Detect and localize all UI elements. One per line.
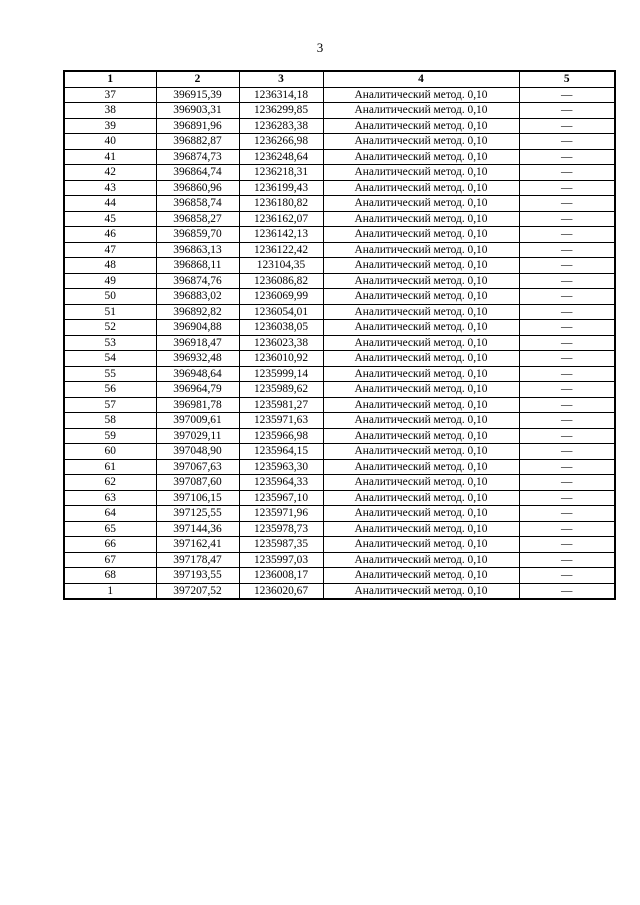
- x-coordinate-cell: 396903,31: [156, 103, 239, 119]
- y-coordinate-cell: 1236010,92: [239, 351, 323, 367]
- y-coordinate-cell: 1236122,42: [239, 242, 323, 258]
- table-row: [64, 335, 615, 351]
- point-number-cell: 44: [64, 196, 156, 212]
- table-row: [64, 103, 615, 119]
- note-cell: —: [519, 537, 615, 553]
- note-cell: —: [519, 304, 615, 320]
- note-cell: —: [519, 180, 615, 196]
- method-cell: Аналитический метод. 0,10: [323, 258, 519, 274]
- point-number-cell: 42: [64, 165, 156, 181]
- point-number-cell: 57: [64, 397, 156, 413]
- point-number-cell: 66: [64, 537, 156, 553]
- y-coordinate-cell: 1236299,85: [239, 103, 323, 119]
- method-cell: Аналитический метод. 0,10: [323, 289, 519, 305]
- y-coordinate-cell: 1236008,17: [239, 568, 323, 584]
- note-cell: —: [519, 583, 615, 599]
- table-row: [64, 351, 615, 367]
- method-cell: Аналитический метод. 0,10: [323, 211, 519, 227]
- column-header-4: 4: [323, 71, 519, 87]
- point-number-cell: 51: [64, 304, 156, 320]
- y-coordinate-cell: 1236283,38: [239, 118, 323, 134]
- x-coordinate-cell: 396948,64: [156, 366, 239, 382]
- point-number-cell: 48: [64, 258, 156, 274]
- table-body: [64, 87, 615, 599]
- table-row: [64, 366, 615, 382]
- table-row: [64, 134, 615, 150]
- x-coordinate-cell: 397106,15: [156, 490, 239, 506]
- x-coordinate-cell: 397207,52: [156, 583, 239, 599]
- table-row: [64, 568, 615, 584]
- point-number-cell: 60: [64, 444, 156, 460]
- method-cell: Аналитический метод. 0,10: [323, 428, 519, 444]
- x-coordinate-cell: 396882,87: [156, 134, 239, 150]
- method-cell: Аналитический метод. 0,10: [323, 537, 519, 553]
- y-coordinate-cell: 1236314,18: [239, 87, 323, 103]
- table-row: [64, 320, 615, 336]
- table-row: [64, 196, 615, 212]
- column-header-1: 1: [64, 71, 156, 87]
- y-coordinate-cell: 1236023,38: [239, 335, 323, 351]
- note-cell: —: [519, 134, 615, 150]
- y-coordinate-cell: 1235971,63: [239, 413, 323, 429]
- method-cell: Аналитический метод. 0,10: [323, 87, 519, 103]
- note-cell: —: [519, 475, 615, 491]
- method-cell: Аналитический метод. 0,10: [323, 103, 519, 119]
- method-cell: Аналитический метод. 0,10: [323, 444, 519, 460]
- note-cell: —: [519, 103, 615, 119]
- method-cell: Аналитический метод. 0,10: [323, 459, 519, 475]
- point-number-cell: 67: [64, 552, 156, 568]
- y-coordinate-cell: 1236199,43: [239, 180, 323, 196]
- note-cell: —: [519, 87, 615, 103]
- y-coordinate-cell: 1236142,13: [239, 227, 323, 243]
- coordinates-table: [63, 70, 616, 600]
- method-cell: Аналитический метод. 0,10: [323, 320, 519, 336]
- table-row: [64, 118, 615, 134]
- x-coordinate-cell: 396915,39: [156, 87, 239, 103]
- x-coordinate-cell: 397009,61: [156, 413, 239, 429]
- note-cell: —: [519, 227, 615, 243]
- x-coordinate-cell: 396918,47: [156, 335, 239, 351]
- y-coordinate-cell: 1236038,05: [239, 320, 323, 336]
- x-coordinate-cell: 396964,79: [156, 382, 239, 398]
- point-number-cell: 46: [64, 227, 156, 243]
- x-coordinate-cell: 396868,11: [156, 258, 239, 274]
- note-cell: —: [519, 196, 615, 212]
- point-number-cell: 54: [64, 351, 156, 367]
- point-number-cell: 59: [64, 428, 156, 444]
- point-number-cell: 40: [64, 134, 156, 150]
- table-row: [64, 475, 615, 491]
- x-coordinate-cell: 396858,74: [156, 196, 239, 212]
- x-coordinate-cell: 396874,73: [156, 149, 239, 165]
- y-coordinate-cell: 1236069,99: [239, 289, 323, 305]
- y-coordinate-cell: 1235971,96: [239, 506, 323, 522]
- column-header-2: 2: [156, 71, 239, 87]
- method-cell: Аналитический метод. 0,10: [323, 335, 519, 351]
- table-row: [64, 397, 615, 413]
- point-number-cell: 58: [64, 413, 156, 429]
- method-cell: Аналитический метод. 0,10: [323, 397, 519, 413]
- x-coordinate-cell: 397193,55: [156, 568, 239, 584]
- point-number-cell: 1: [64, 583, 156, 599]
- table-row: [64, 428, 615, 444]
- point-number-cell: 53: [64, 335, 156, 351]
- x-coordinate-cell: 397162,41: [156, 537, 239, 553]
- x-coordinate-cell: 397144,36: [156, 521, 239, 537]
- y-coordinate-cell: 1236180,82: [239, 196, 323, 212]
- note-cell: —: [519, 258, 615, 274]
- y-coordinate-cell: 1236086,82: [239, 273, 323, 289]
- note-cell: —: [519, 459, 615, 475]
- method-cell: Аналитический метод. 0,10: [323, 242, 519, 258]
- y-coordinate-cell: 1235964,33: [239, 475, 323, 491]
- x-coordinate-cell: 396932,48: [156, 351, 239, 367]
- table-row: [64, 506, 615, 522]
- note-cell: —: [519, 335, 615, 351]
- point-number-cell: 39: [64, 118, 156, 134]
- method-cell: Аналитический метод. 0,10: [323, 552, 519, 568]
- y-coordinate-cell: 1235966,98: [239, 428, 323, 444]
- y-coordinate-cell: 1236020,67: [239, 583, 323, 599]
- point-number-cell: 64: [64, 506, 156, 522]
- note-cell: —: [519, 273, 615, 289]
- point-number-cell: 61: [64, 459, 156, 475]
- note-cell: —: [519, 211, 615, 227]
- table-row: [64, 382, 615, 398]
- x-coordinate-cell: 397067,63: [156, 459, 239, 475]
- y-coordinate-cell: 1236248,64: [239, 149, 323, 165]
- method-cell: Аналитический метод. 0,10: [323, 304, 519, 320]
- point-number-cell: 38: [64, 103, 156, 119]
- method-cell: Аналитический метод. 0,10: [323, 351, 519, 367]
- note-cell: —: [519, 320, 615, 336]
- point-number-cell: 47: [64, 242, 156, 258]
- note-cell: —: [519, 521, 615, 537]
- y-coordinate-cell: 1235989,62: [239, 382, 323, 398]
- note-cell: —: [519, 165, 615, 181]
- note-cell: —: [519, 413, 615, 429]
- y-coordinate-cell: 1235997,03: [239, 552, 323, 568]
- point-number-cell: 62: [64, 475, 156, 491]
- y-coordinate-cell: 1235964,15: [239, 444, 323, 460]
- table-row: [64, 304, 615, 320]
- method-cell: Аналитический метод. 0,10: [323, 490, 519, 506]
- method-cell: Аналитический метод. 0,10: [323, 118, 519, 134]
- column-header-3: 3: [239, 71, 323, 87]
- method-cell: Аналитический метод. 0,10: [323, 521, 519, 537]
- method-cell: Аналитический метод. 0,10: [323, 583, 519, 599]
- point-number-cell: 50: [64, 289, 156, 305]
- x-coordinate-cell: 397048,90: [156, 444, 239, 460]
- note-cell: —: [519, 428, 615, 444]
- table-row: [64, 289, 615, 305]
- table-row: [64, 490, 615, 506]
- note-cell: —: [519, 552, 615, 568]
- note-cell: —: [519, 397, 615, 413]
- y-coordinate-cell: 1235967,10: [239, 490, 323, 506]
- note-cell: —: [519, 366, 615, 382]
- point-number-cell: 63: [64, 490, 156, 506]
- table-row: [64, 87, 615, 103]
- table-header-row: [64, 71, 615, 87]
- point-number-cell: 45: [64, 211, 156, 227]
- table-row: [64, 444, 615, 460]
- x-coordinate-cell: 397125,55: [156, 506, 239, 522]
- table-row: [64, 211, 615, 227]
- point-number-cell: 41: [64, 149, 156, 165]
- point-number-cell: 37: [64, 87, 156, 103]
- point-number-cell: 65: [64, 521, 156, 537]
- note-cell: —: [519, 382, 615, 398]
- note-cell: —: [519, 568, 615, 584]
- method-cell: Аналитический метод. 0,10: [323, 366, 519, 382]
- method-cell: Аналитический метод. 0,10: [323, 134, 519, 150]
- note-cell: —: [519, 149, 615, 165]
- y-coordinate-cell: 1235987,35: [239, 537, 323, 553]
- method-cell: Аналитический метод. 0,10: [323, 382, 519, 398]
- x-coordinate-cell: 396860,96: [156, 180, 239, 196]
- y-coordinate-cell: 1236162,07: [239, 211, 323, 227]
- y-coordinate-cell: 1235981,27: [239, 397, 323, 413]
- table-row: [64, 242, 615, 258]
- note-cell: —: [519, 490, 615, 506]
- note-cell: —: [519, 289, 615, 305]
- x-coordinate-cell: 396891,96: [156, 118, 239, 134]
- table-row: [64, 227, 615, 243]
- x-coordinate-cell: 397087,60: [156, 475, 239, 491]
- x-coordinate-cell: 397178,47: [156, 552, 239, 568]
- note-cell: —: [519, 506, 615, 522]
- point-number-cell: 68: [64, 568, 156, 584]
- note-cell: —: [519, 242, 615, 258]
- table-row: [64, 258, 615, 274]
- table-row: [64, 521, 615, 537]
- method-cell: Аналитический метод. 0,10: [323, 413, 519, 429]
- column-header-5: 5: [519, 71, 615, 87]
- method-cell: Аналитический метод. 0,10: [323, 165, 519, 181]
- x-coordinate-cell: 396981,78: [156, 397, 239, 413]
- method-cell: Аналитический метод. 0,10: [323, 149, 519, 165]
- x-coordinate-cell: 396904,88: [156, 320, 239, 336]
- method-cell: Аналитический метод. 0,10: [323, 568, 519, 584]
- x-coordinate-cell: 396892,82: [156, 304, 239, 320]
- method-cell: Аналитический метод. 0,10: [323, 227, 519, 243]
- point-number-cell: 56: [64, 382, 156, 398]
- table-row: [64, 583, 615, 599]
- y-coordinate-cell: 1236218,31: [239, 165, 323, 181]
- x-coordinate-cell: 396863,13: [156, 242, 239, 258]
- point-number-cell: 55: [64, 366, 156, 382]
- table-row: [64, 552, 615, 568]
- x-coordinate-cell: 396859,70: [156, 227, 239, 243]
- note-cell: —: [519, 351, 615, 367]
- y-coordinate-cell: 1236266,98: [239, 134, 323, 150]
- table-row: [64, 537, 615, 553]
- table-row: [64, 273, 615, 289]
- table-row: [64, 180, 615, 196]
- x-coordinate-cell: 396864,74: [156, 165, 239, 181]
- method-cell: Аналитический метод. 0,10: [323, 196, 519, 212]
- y-coordinate-cell: 1235999,14: [239, 366, 323, 382]
- x-coordinate-cell: 397029,11: [156, 428, 239, 444]
- method-cell: Аналитический метод. 0,10: [323, 273, 519, 289]
- x-coordinate-cell: 396883,02: [156, 289, 239, 305]
- table-row: [64, 149, 615, 165]
- point-number-cell: 43: [64, 180, 156, 196]
- y-coordinate-cell: 123104,35: [239, 258, 323, 274]
- x-coordinate-cell: 396858,27: [156, 211, 239, 227]
- method-cell: Аналитический метод. 0,10: [323, 506, 519, 522]
- point-number-cell: 49: [64, 273, 156, 289]
- page-number: 3: [316, 40, 324, 55]
- y-coordinate-cell: 1235963,30: [239, 459, 323, 475]
- table-row: [64, 459, 615, 475]
- x-coordinate-cell: 396874,76: [156, 273, 239, 289]
- method-cell: Аналитический метод. 0,10: [323, 180, 519, 196]
- method-cell: Аналитический метод. 0,10: [323, 475, 519, 491]
- point-number-cell: 52: [64, 320, 156, 336]
- table-row: [64, 165, 615, 181]
- y-coordinate-cell: 1235978,73: [239, 521, 323, 537]
- table-row: [64, 413, 615, 429]
- y-coordinate-cell: 1236054,01: [239, 304, 323, 320]
- note-cell: —: [519, 118, 615, 134]
- note-cell: —: [519, 444, 615, 460]
